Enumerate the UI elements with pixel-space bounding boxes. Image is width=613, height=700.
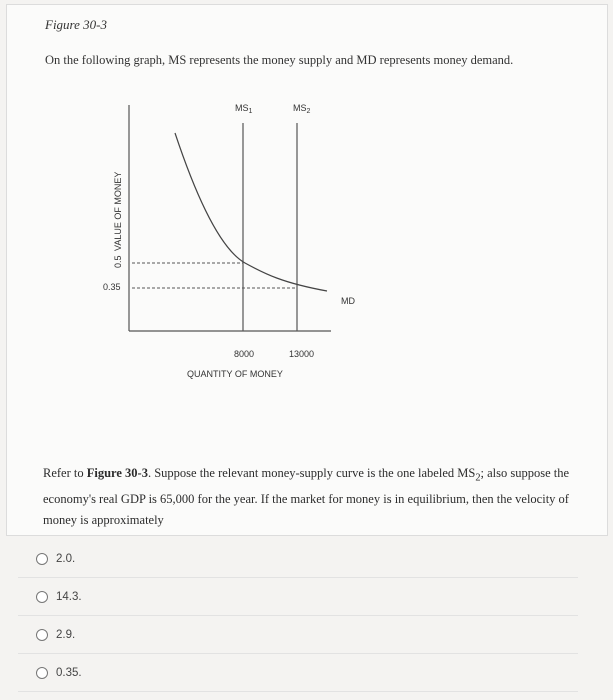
y-axis-label: VALUE OF MONEY (113, 171, 123, 251)
question-text: Refer to Figure 30-3. Suppose the relevant money-supply curve is the one labeled $MS_2$; also suppose the economy's real GDP is 65,000 for the year. If the market for money is in equilibrium, then the velocity of money is approximately (43, 466, 570, 527)
radio-button[interactable] (36, 591, 48, 603)
answer-label: 2.0. (56, 552, 76, 565)
answer-label: 2.9. (56, 628, 76, 641)
ms2-label: $MS_2$ (293, 103, 311, 115)
y-tick-05: 0.5 (113, 255, 123, 268)
answer-option[interactable] (18, 654, 578, 692)
answer-option[interactable] (18, 616, 578, 654)
x-tick-13000: 13000 (289, 349, 315, 359)
x-axis-label: QUANTITY OF MONEY (187, 369, 283, 379)
radio-button[interactable] (36, 667, 48, 679)
figure-reference: Figure 30-3 (86, 466, 148, 480)
radio-button[interactable] (36, 629, 48, 641)
money-market-graph (7, 5, 607, 425)
answer-label: 0.35. (56, 666, 82, 679)
figure-title: Figure 30-3 (45, 17, 107, 32)
answer-option[interactable] (18, 578, 578, 616)
question-card (6, 4, 608, 536)
figure-intro: On the following graph, MS represents the money supply and MD represents money demand. (45, 53, 514, 67)
md-curve (175, 133, 327, 291)
radio-button[interactable] (36, 553, 48, 565)
y-tick-035: 0.35 (103, 282, 121, 292)
md-label: MD (341, 296, 355, 306)
ms1-label: $MS_1$ (235, 103, 253, 115)
x-tick-8000: 8000 (234, 349, 255, 359)
answer-option[interactable] (18, 540, 578, 578)
answer-list (18, 540, 578, 692)
answer-label: 14.3. (56, 590, 82, 603)
